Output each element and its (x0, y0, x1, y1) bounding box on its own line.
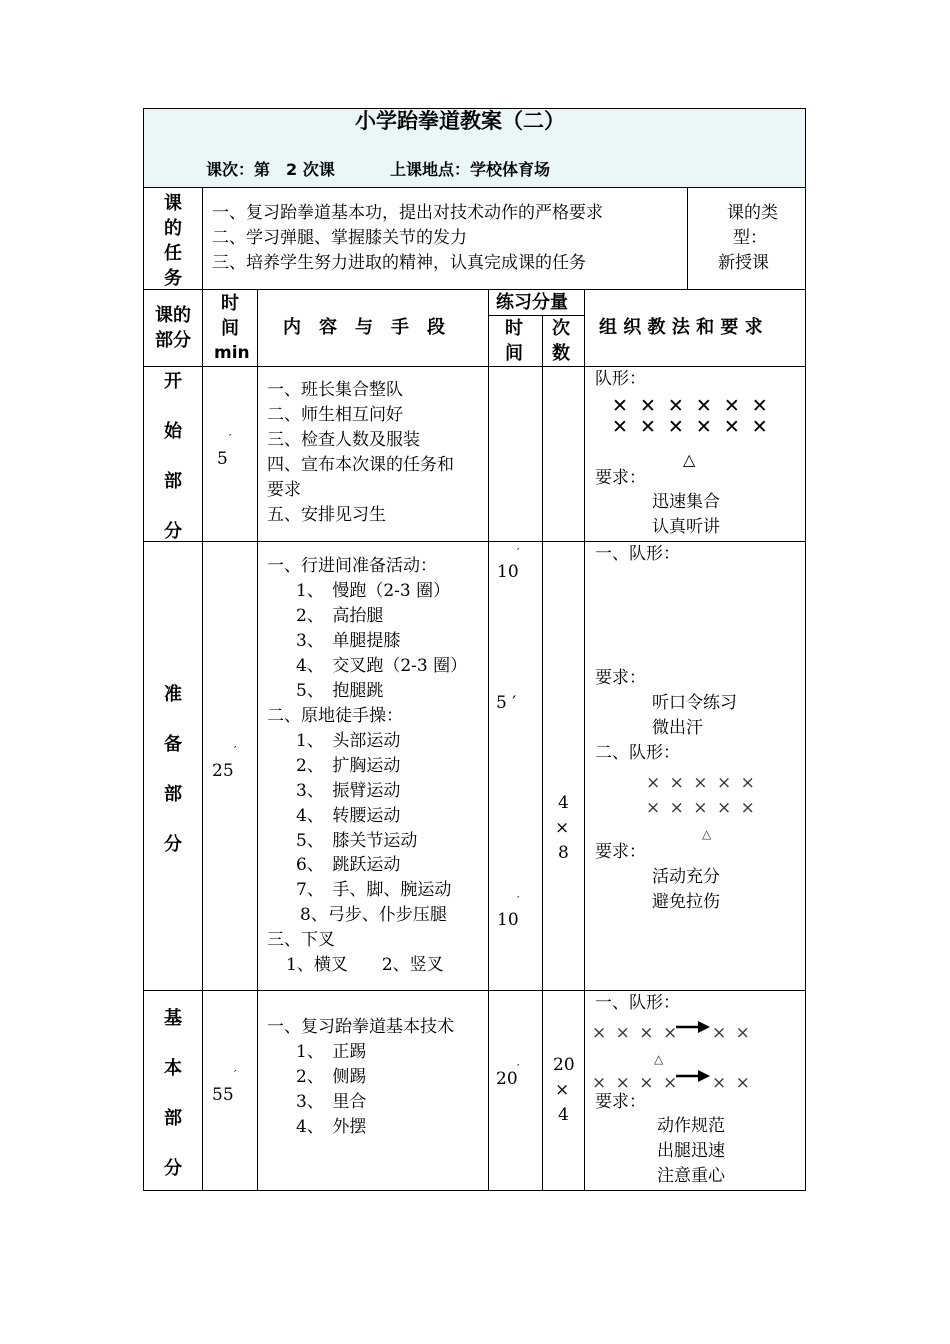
section2-content-line: 1、 头部运动 (296, 731, 401, 751)
task-label-char: 任 (164, 243, 182, 264)
teacher-marker: △ (702, 827, 712, 841)
lesson-location: 上课地点：学校体育场 (390, 160, 551, 179)
section1-time: 5 (217, 449, 228, 469)
formation-row: × × × × × (646, 798, 757, 818)
border-right (805, 108, 806, 1191)
header-practice-time: 时 (505, 318, 523, 339)
section1-content-line: 五、安排见习生 (267, 505, 386, 525)
section2-content-line: 1、 慢跑（2-3 圈） (296, 581, 451, 601)
section3-content-line: 2、 侧踢 (296, 1067, 367, 1087)
section2-req-label: 要求： (595, 842, 646, 862)
border-task-type (687, 187, 688, 290)
section2-req: 听口令练习 (652, 693, 737, 713)
section2-req: 微出汗 (652, 718, 703, 738)
section2-practice-count: 8 (558, 843, 569, 863)
section2-formation-label: 一、队形： (595, 544, 680, 564)
section3-label-char: 基 (164, 1008, 182, 1029)
formation-row: ✕ ✕ ✕ ✕ ✕ ✕ (612, 416, 771, 438)
section2-content-line: 6、 跳跃运动 (296, 855, 401, 875)
header-part: 课的 (155, 305, 191, 326)
section2-content-line: 3、 振臂运动 (296, 781, 401, 801)
section3-req: 出腿迅速 (657, 1141, 725, 1161)
formation-row: × × × × (592, 1073, 680, 1093)
border-col5 (584, 289, 585, 1191)
section1-content-line: 二、师生相互问好 (267, 405, 403, 425)
section3-content-line: 1、 正踢 (296, 1042, 367, 1062)
section3-req-label: 要求： (595, 1092, 646, 1112)
border-colheader-bottom (143, 366, 806, 367)
border-section2-bottom (143, 990, 806, 991)
formation-row: ✕ ✕ ✕ ✕ ✕ ✕ (612, 395, 771, 417)
border-top (143, 108, 806, 109)
lesson-type-value: 新授课 (718, 253, 769, 273)
section2-content-line: 2、 扩胸运动 (296, 756, 401, 776)
section3-practice-count: × (555, 1080, 570, 1100)
section1-req: 迅速集合 (652, 492, 720, 512)
document-title: 小学跆拳道教案（二） (355, 109, 565, 133)
section2-practice-time: 10 (497, 910, 519, 930)
task-item: 一、复习跆拳道基本功，提出对技术动作的严格要求 (212, 203, 603, 223)
section3-label-char: 部 (164, 1108, 182, 1129)
section3-time-prime: ′ (234, 1068, 237, 1081)
section1-content-line: 一、班长集合整队 (267, 380, 403, 400)
formation-row: × × × × (592, 1023, 680, 1043)
section1-label-char: 部 (164, 471, 182, 492)
border-col1 (202, 187, 203, 1191)
header-time: 时 (221, 293, 239, 314)
section3-req: 注意重心 (657, 1166, 725, 1186)
section3-label-char: 本 (164, 1058, 182, 1079)
section2-formation-label: 二、队形： (595, 743, 680, 763)
section1-content-line: 要求 (267, 480, 301, 500)
section3-content-line: 一、复习跆拳道基本技术 (267, 1017, 454, 1037)
border-task-bottom (143, 289, 806, 290)
section1-label-char: 分 (164, 521, 182, 542)
section2-content-line: 4、 转腰运动 (296, 806, 401, 826)
task-label-char: 课 (164, 193, 182, 214)
border-bottom (143, 1190, 806, 1191)
header-time-unit: min (214, 343, 250, 363)
section3-time: 55 (212, 1085, 234, 1105)
header-practice: 练习分量 (496, 292, 568, 313)
task-label-char: 务 (164, 268, 182, 289)
section1-content-line: 四、宣布本次课的任务和 (267, 455, 454, 475)
section2-content-line: 5、 膝关节运动 (296, 831, 418, 851)
teacher-marker: △ (654, 1052, 664, 1066)
section1-time-prime: ′ (229, 432, 232, 445)
section2-content-line: 一、行进间准备活动： (267, 556, 437, 576)
border-left (143, 108, 144, 1191)
formation-row: × × × × × (646, 773, 757, 793)
section3-practice-time: 20 (496, 1069, 518, 1089)
header-practice-count: 次 (552, 318, 570, 339)
border-header-bottom (143, 187, 806, 188)
border-col4 (542, 315, 543, 1191)
section2-practice-prime: ′ (517, 894, 520, 907)
header-part: 部分 (155, 330, 191, 351)
border-section1-bottom (143, 541, 806, 542)
section3-formation-label: 一、队形： (595, 993, 680, 1013)
section2-practice-time: 10 (497, 562, 519, 582)
border-col3 (488, 289, 489, 1191)
section1-req: 认真听讲 (652, 517, 720, 537)
section3-req: 动作规范 (657, 1116, 725, 1136)
task-label-char: 的 (164, 218, 182, 239)
section1-label-char: 开 (164, 371, 182, 392)
section2-req-label: 要求： (595, 668, 646, 688)
section3-content-line: 3、 里合 (296, 1092, 367, 1112)
section2-label-char: 备 (164, 734, 182, 755)
section2-content-line: 1、横叉 2、竖叉 (286, 955, 444, 975)
section2-label-char: 准 (164, 684, 182, 705)
section2-content-line: 5、 抱腿跳 (296, 681, 384, 701)
section3-practice-count: 4 (558, 1105, 569, 1125)
section2-practice-prime: ′ (517, 546, 520, 559)
section1-req-label: 要求： (595, 468, 646, 488)
section1-content-line: 三、检查人数及服装 (267, 430, 420, 450)
section3-label-char: 分 (164, 1158, 182, 1179)
header-time: 间 (221, 318, 239, 339)
section2-practice-time: 5 ′ (496, 693, 517, 713)
section2-content-line: 7、 手、脚、腕运动 (296, 880, 452, 900)
section2-label-char: 部 (164, 784, 182, 805)
section2-content-line: 8、弓步、仆步压腿 (300, 905, 447, 925)
border-col2 (257, 289, 258, 1191)
section2-req: 活动充分 (652, 867, 720, 887)
section2-content-line: 3、 单腿提膝 (296, 631, 401, 651)
section2-content-line: 二、原地徒手操： (267, 706, 403, 726)
arrow-right-icon (676, 1069, 710, 1083)
section3-practice-prime: ′ (517, 1062, 520, 1075)
section3-content-line: 4、 外摆 (296, 1117, 367, 1137)
header-practice-time: 间 (505, 343, 523, 364)
section2-content-line: 三、下叉 (267, 930, 335, 950)
section2-label-char: 分 (164, 834, 182, 855)
section2-content-line: 2、 高抬腿 (296, 606, 384, 626)
section1-label-char: 始 (164, 421, 182, 442)
task-item: 三、培养学生努力进取的精神，认真完成课的任务 (212, 253, 586, 273)
section2-req: 避免拉伤 (652, 892, 720, 912)
header-content: 内 容 与 手 段 (283, 317, 445, 338)
section2-time: 25 (212, 761, 234, 781)
formation-row: × × (712, 1073, 752, 1093)
section2-time-prime: ′ (234, 744, 237, 757)
lesson-number: 课次：第 2 次课 (206, 160, 335, 179)
lesson-type-label: 课的类 (727, 203, 778, 223)
formation-row: × × (712, 1023, 752, 1043)
teacher-marker: △ (683, 450, 696, 469)
section2-content-line: 4、 交叉跑（2-3 圈） (296, 656, 468, 676)
header-practice-count: 数 (552, 343, 570, 364)
section2-practice-count: 4 (558, 793, 569, 813)
arrow-right-icon (676, 1020, 710, 1034)
border-practice-split (488, 315, 585, 316)
section1-formation-label: 队形： (595, 369, 646, 389)
lesson-type-label: 型： (733, 228, 767, 248)
header-organization: 组 织 教 法 和 要 求 (599, 317, 763, 338)
section3-practice-count: 20 (553, 1055, 575, 1075)
task-item: 二、学习弹腿、掌握膝关节的发力 (212, 228, 467, 248)
section2-practice-count: × (555, 818, 570, 838)
